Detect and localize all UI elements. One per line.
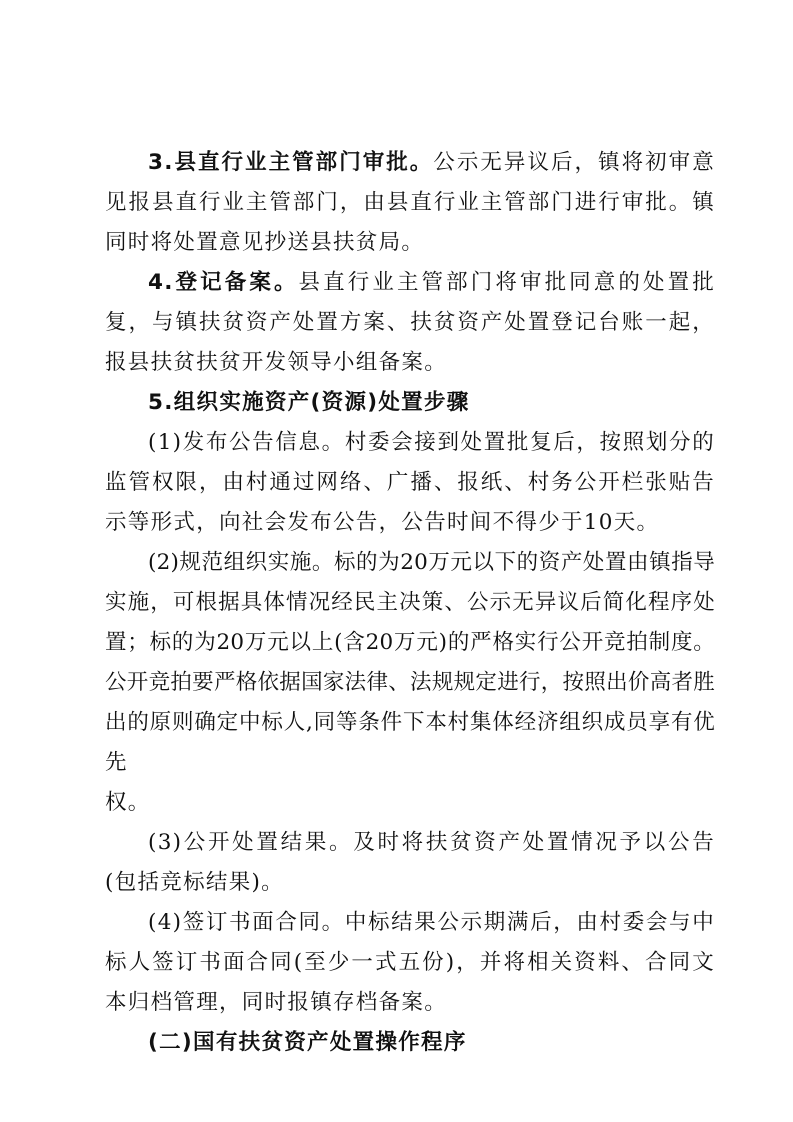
document-body (105, 143, 715, 1063)
text-step-2: (2)规范组织实施。标的为20万元以下的资产处置由镇指导实施，可根据具体情况经民主决策、公示无异议后简化程序处置；标的为20万元以上(含20万元)的严格实行公开竞拍制度。公开竞拍要严格依据国家法律、法规规定进行，按照出价高者胜出的原则确定中标人,同等条件下本村集体经济组织成员享有优先 (105, 550, 715, 775)
text-county-approval: 公示无异议后，镇将初审意见报县直行业主管部门，由县直行业主管部门进行审批。镇同时将处置意见抄送县扶贫局。 (105, 150, 715, 255)
text-step-4: (4)签订书面合同。中标结果公示期满后，由村委会与中标人签订书面合同(至少一式五份)，并将相关资料、合同文本归档管理，同时报镇存档备案。 (105, 910, 715, 1015)
text-registration-filing: 县直行业主管部门将审批同意的处置批复，与镇扶贫资产处置方案、扶贫资产处置登记台账一起，报县扶贫扶贫开发领导小组备案。 (105, 270, 715, 375)
paragraph-step-2-end (105, 783, 715, 823)
paragraph-county-approval (105, 143, 715, 263)
paragraph-step-3 (105, 823, 715, 903)
paragraph-state-assets-heading (105, 1023, 715, 1063)
paragraph-step-1 (105, 423, 715, 543)
paragraph-step-2 (105, 543, 715, 783)
text-step-3: (3)公开处置结果。及时将扶贫资产处置情况予以公告(包括竞标结果)。 (105, 830, 715, 895)
text-step-2-end: 权。 (105, 790, 151, 815)
paragraph-step-4 (105, 903, 715, 1023)
heading-implementation-steps: 5.组织实施资产(资源)处置步骤 (148, 390, 470, 415)
heading-county-approval: 3.县直行业主管部门审批。 (148, 150, 434, 175)
paragraph-implementation-steps (105, 383, 715, 423)
text-step-1: (1)发布公告信息。村委会接到处置批复后，按照划分的监管权限，由村通过网络、广播、报纸、村务公开栏张贴告示等形式，向社会发布公告，公告时间不得少于10天。 (105, 430, 715, 535)
paragraph-registration-filing (105, 263, 715, 383)
heading-registration-filing: 4.登记备案。 (148, 270, 299, 295)
heading-state-assets: (二)国有扶贫资产处置操作程序 (148, 1030, 467, 1055)
